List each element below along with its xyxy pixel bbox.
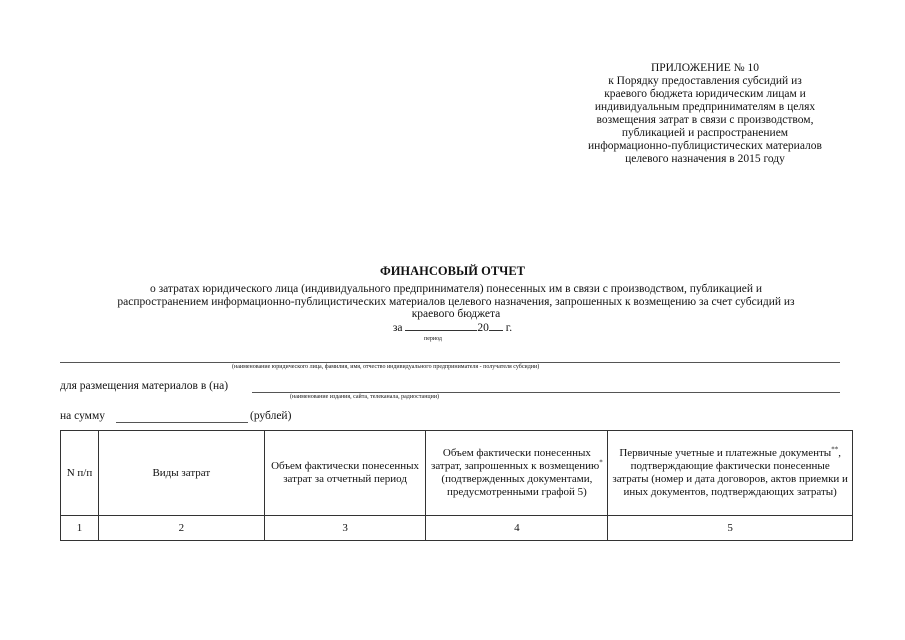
year-blank[interactable] (489, 330, 503, 331)
report-title: ФИНАНСОВЫЙ ОТЧЕТ (379, 264, 526, 278)
subtitle-line: о затратах юридического лица (индивидуального предпринимателя) понесенных им в связи с производством, публикацией и (149, 283, 763, 295)
header-number: N п/п (61, 431, 99, 516)
period-year: 20 (477, 322, 489, 334)
table-header-row (61, 431, 853, 516)
period-suffix: г. (505, 322, 513, 334)
header-requested-expenses: Объем фактически понесенных затрат, запрошенных к возмещению* (подтвержденных документами, предусмотренными графой 5) (426, 431, 608, 516)
sum-label: на сумму (60, 410, 105, 422)
header-documents: Первичные учетные и платежные документы**, подтверждающие фактически понесенные затраты (номер и дата договоров, актов приемки и иных документов, подтверждающих затраты) (608, 431, 853, 516)
column-number: 3 (264, 516, 426, 541)
sum-unit: (рублей) (250, 410, 292, 422)
column-number: 1 (61, 516, 99, 541)
appendix-line: индивидуальным предпринимателям в целях (594, 101, 816, 113)
appendix-line: информационно-публицистических материалов (588, 140, 822, 152)
report-subtitle (60, 283, 852, 321)
sum-line[interactable] (116, 422, 248, 423)
table-row (61, 516, 853, 541)
appendix-line: публикацией и распространением (621, 127, 789, 139)
appendix-line: целевого назначения в 2015 году (625, 153, 785, 165)
appendix-block (565, 62, 845, 166)
appendix-line: возмещения затрат в связи с производством, (596, 114, 814, 126)
appendix-line: к Порядку предоставления субсидий из (608, 75, 802, 87)
appendix-title: ПРИЛОЖЕНИЕ № 10 (650, 62, 759, 74)
period-prefix: за (392, 322, 403, 334)
recipient-line[interactable] (60, 362, 840, 363)
appendix-line: краевого бюджета юридическим лицам и (604, 88, 806, 100)
placement-label: для размещения материалов в (на) (60, 380, 229, 392)
column-number: 4 (426, 516, 608, 541)
placement-line[interactable] (252, 392, 840, 393)
placement-note: (наименование издания, сайта, телеканала, радиостанции) (290, 394, 440, 400)
header-expense-types: Виды затрат (98, 431, 264, 516)
subtitle-line: краевого бюджета (411, 308, 501, 320)
recipient-note: (наименование юридического лица, фамилия, имя, отчество индивидуального предпринимателя - получателя субсидии) (232, 364, 540, 370)
period-line (0, 322, 905, 334)
column-number: 2 (98, 516, 264, 541)
header-actual-expenses: Объем фактически понесенных затрат за отчетный период (264, 431, 426, 516)
subtitle-line: распространением информационно-публицистических материалов целевого назначения, запрошенных к возмещению за счет субсидий из (117, 295, 795, 308)
period-note: период (424, 336, 442, 342)
column-number: 5 (608, 516, 853, 541)
financial-report-table (60, 430, 853, 541)
period-blank[interactable] (405, 330, 477, 331)
